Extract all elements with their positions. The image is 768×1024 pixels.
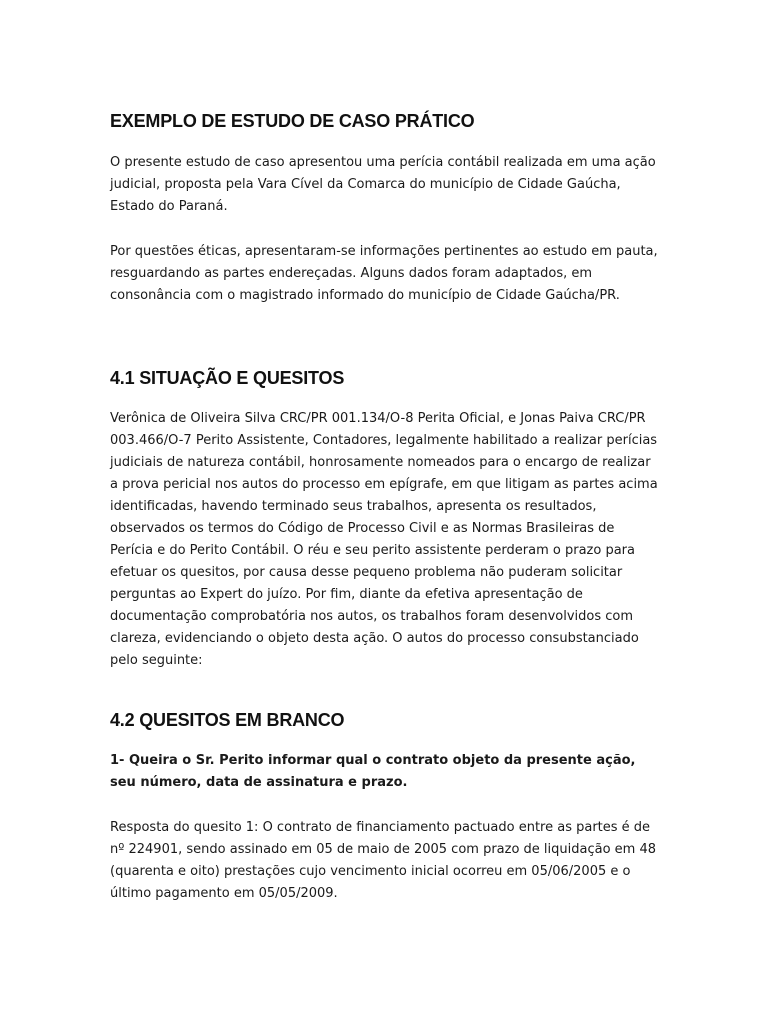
document-title: EXEMPLO DE ESTUDO DE CASO PRÁTICO (110, 111, 475, 131)
intro-paragraph-2: Por questões éticas, apresentaram-se informações pertinentes ao estudo em pauta, resguardando as partes endereçadas. Alguns dados foram adaptados, em consonância com o magistrado informado do município de Cidade Gaúcha/PR. (110, 244, 658, 303)
section-4-1-paragraph: Verônica de Oliveira Silva CRC/PR 001.134/O-8 Perita Oficial, e Jonas Paiva CRC/PR 003.466/O-7 Perito Assistente, Contadores, legalmente habilitado a realizar perícias judiciais de natureza contábil, honrosamente nomeados para o encargo de realizar a prova pericial nos autos do processo em epígrafe, em que litigam as partes acima identificadas, havendo terminado seus trabalhos, apresenta os resultados, observados os termos do Código de Processo Civil e as Normas Brasileiras de Perícia e do Perito Contábil. O réu e seu perito assistente perderam o prazo para efetuar os quesitos, por causa desse pequeno problema não puderam solicitar perguntas ao Expert do juízo. Por fim, diante da efetiva apresentação de documentação comprobatória nos autos, os trabalhos foram desenvolvidos com clareza, evidenciando o objeto desta ação. O autos do processo consubstanciado pelo seguinte: (110, 411, 658, 668)
intro-paragraph-1: O presente estudo de caso apresentou uma perícia contábil realizada em uma ação judicial, proposta pela Vara Cível da Comarca do município de Cidade Gaúcha, Estado do Paraná. (110, 155, 656, 214)
section-heading-4-1: 4.1 SITUAÇÃO E QUESITOS (110, 368, 345, 388)
question-1: 1- Queira o Sr. Perito informar qual o contrato objeto da presente ação, seu número, data de assinatura e prazo. (110, 753, 636, 790)
answer-1: Resposta do quesito 1: O contrato de financiamento pactuado entre as partes é de nº 224901, sendo assinado em 05 de maio de 2005 com prazo de liquidação em 48 (quarenta e oito) prestações cujo vencimento inicial ocorreu em 05/06/2005 e o último pagamento em 05/05/2009. (110, 820, 657, 901)
section-heading-4-2: 4.2 QUESITOS EM BRANCO (110, 710, 345, 730)
